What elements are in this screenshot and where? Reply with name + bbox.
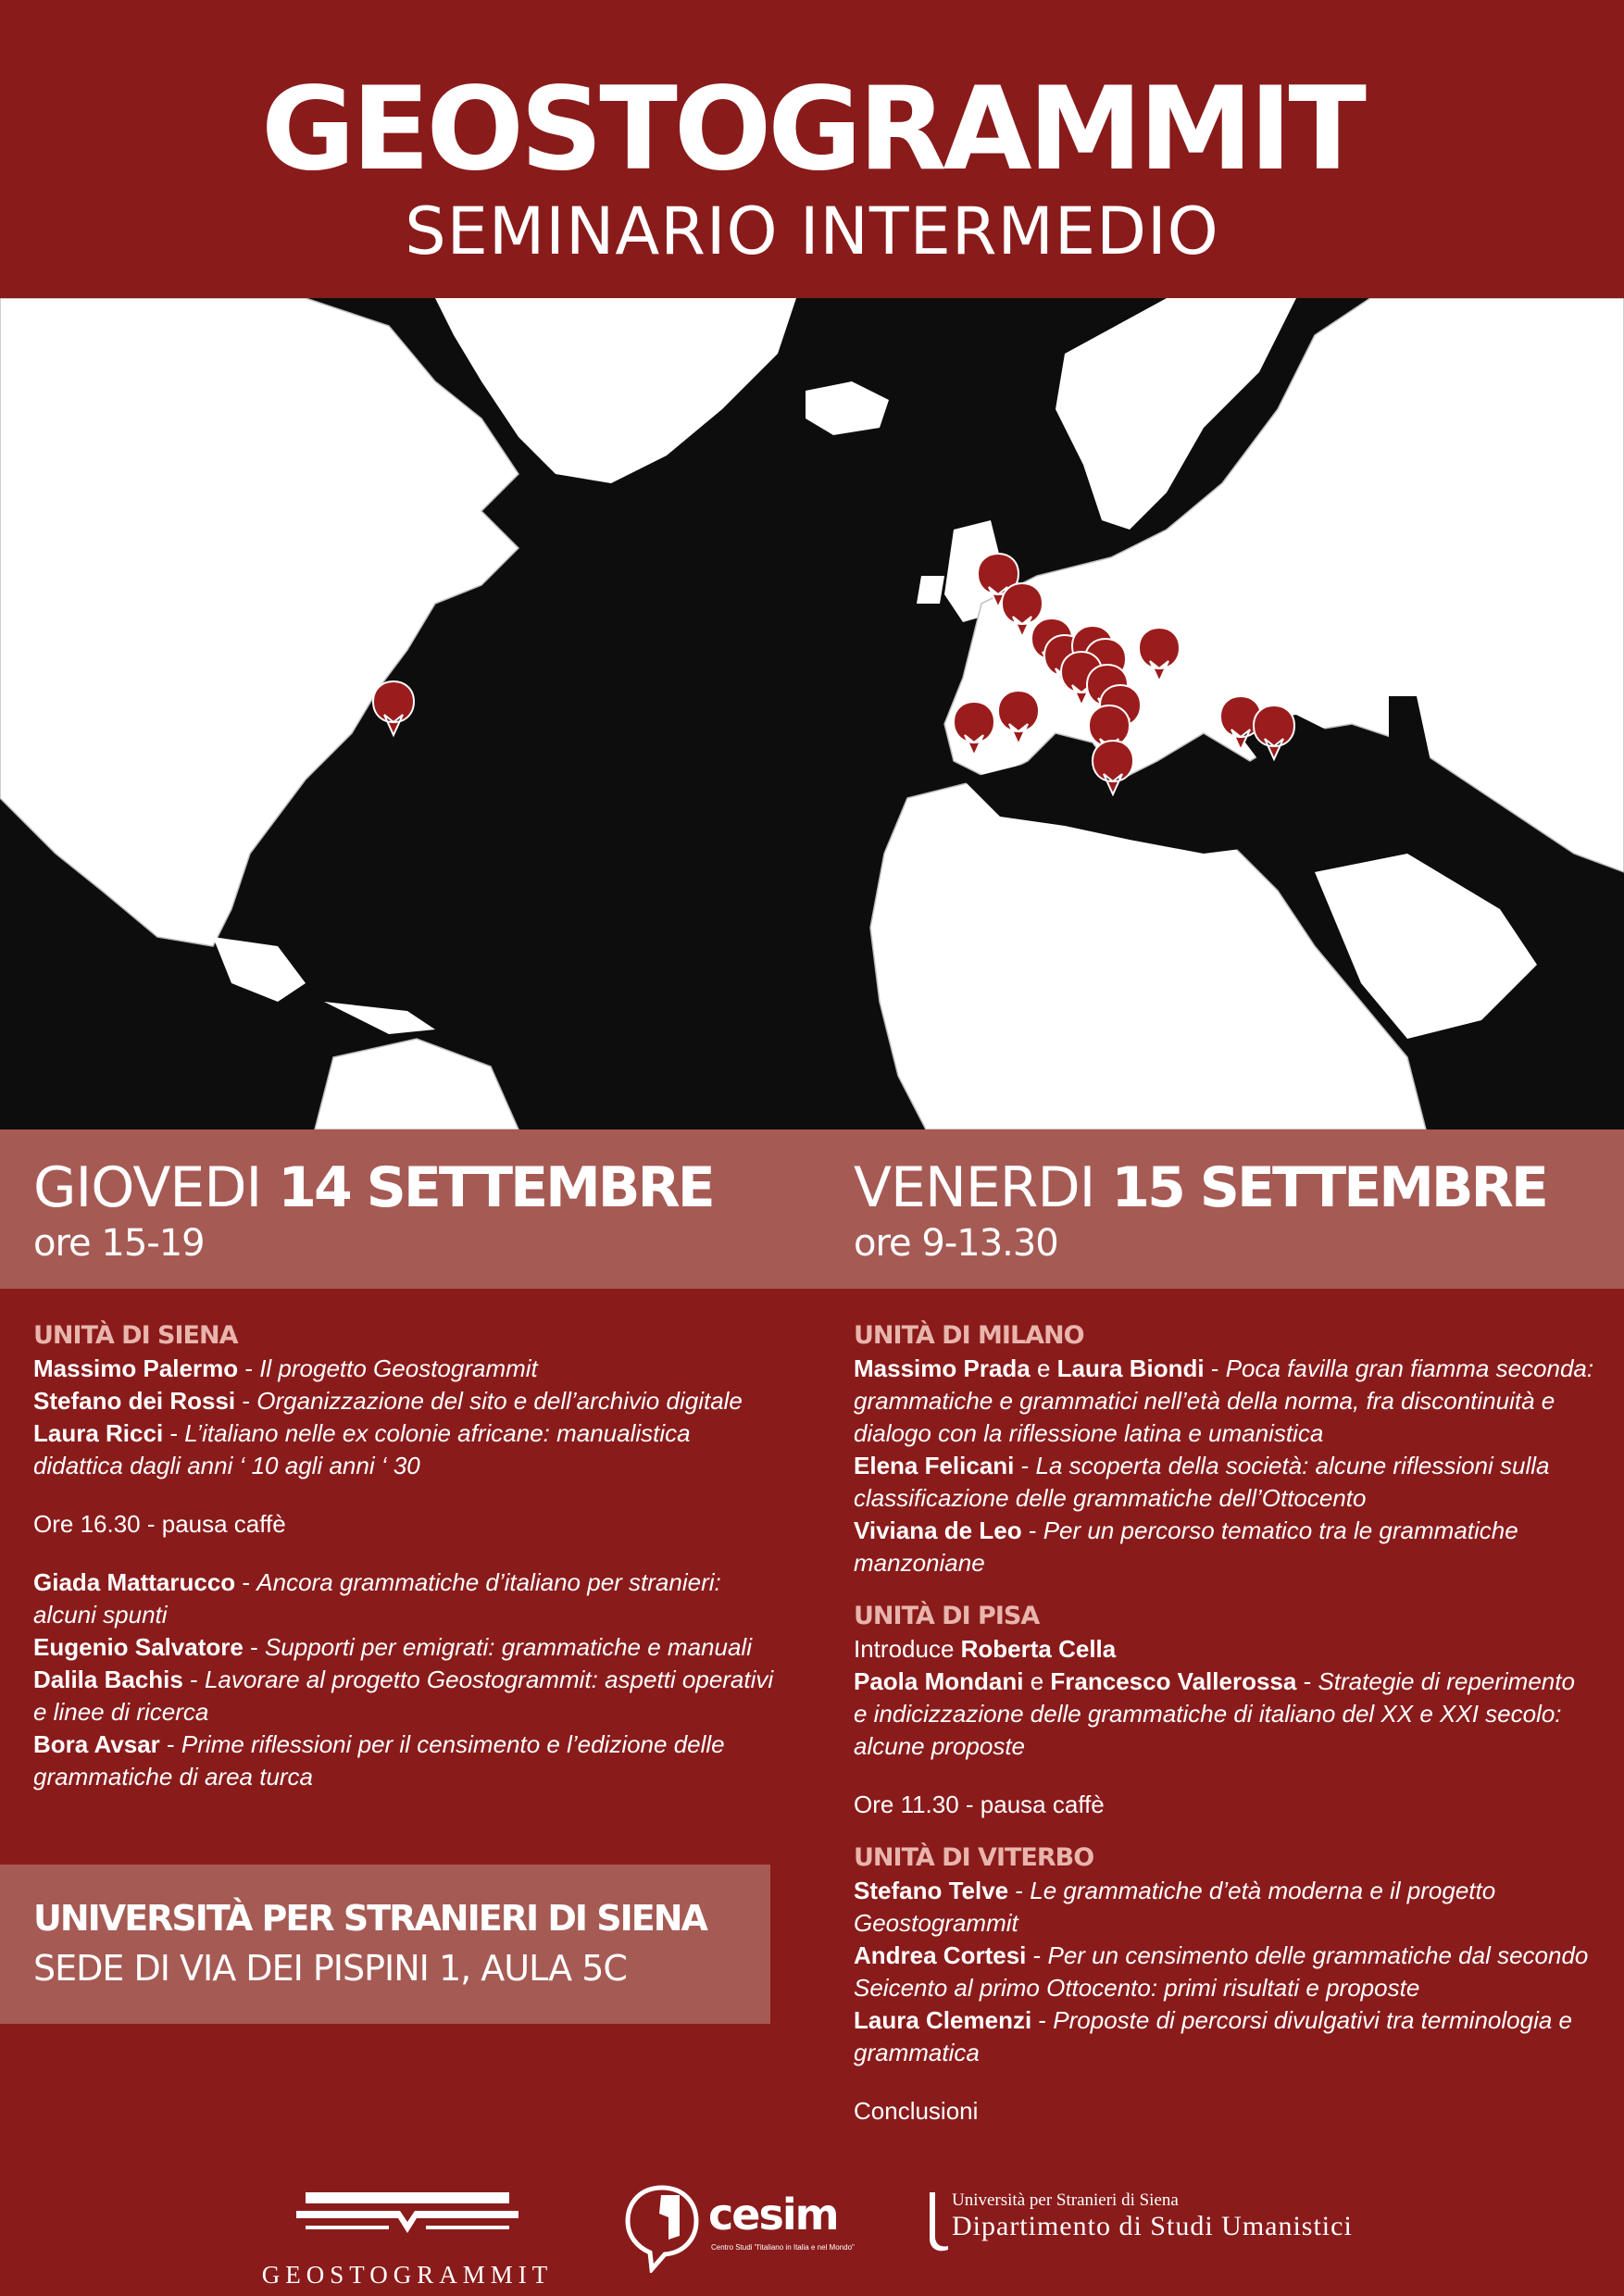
talk-item [854, 1875, 1594, 1940]
separator: - [1014, 1452, 1036, 1479]
unistrasi-logo-line2: Dipartimento di Studi Umanistici [952, 2211, 1353, 2241]
speaker-name: Andrea Cortesi [854, 1941, 1027, 1969]
talk-item [854, 1515, 1594, 1579]
conjunction: e [1023, 1667, 1051, 1695]
speaker-name: Viviana de Leo [854, 1516, 1022, 1544]
separator: - [235, 1387, 257, 1415]
open-book-icon [250, 2185, 565, 2250]
unit-heading-milano: UNITÀ DI MILANO [854, 1321, 1084, 1350]
day-2-date: 15 SETTEMBRE [1111, 1155, 1546, 1220]
unit-heading-siena: UNITÀ DI SIENA [33, 1321, 238, 1350]
talk-title: Supporti per emigrati: grammatiche e manuali [264, 1633, 752, 1661]
talk-title: Lavorare al progetto Geostogrammit: aspetti operativi e linee di ricerca [33, 1666, 774, 1726]
speaker-name: Eugenio Salvatore [33, 1633, 244, 1661]
landmass-north-america [0, 298, 518, 946]
speaker-name: Roberta Cella [960, 1635, 1117, 1663]
talk-item [33, 1417, 783, 1482]
day-1-heading [33, 1155, 713, 1267]
speaker-name: Massimo Palermo [33, 1354, 239, 1382]
talk-item [33, 1353, 783, 1385]
talk-item [854, 1353, 1594, 1450]
speaker-name: Laura Biondi [1056, 1354, 1205, 1382]
program-day-1 [33, 1319, 783, 1793]
landmass-caribbean [213, 937, 435, 1034]
geostogrammit-logo [250, 2185, 565, 2287]
intro-item [854, 1633, 1594, 1666]
speaker-name: Giada Mattarucco [33, 1568, 236, 1596]
separator: - [235, 1568, 257, 1596]
talk-title: L’italiano nelle ex colonie africane: manualistica didattica dagli anni ‘ 10 agli anni ‘ 30 [33, 1419, 691, 1479]
talk-title: Organizzazione del sito e dell’archivio digitale [256, 1387, 743, 1415]
talk-item [33, 1631, 783, 1664]
unit-heading-viterbo: UNITÀ DI VITERBO [854, 1843, 1094, 1872]
landmass-south-america [315, 1039, 518, 1129]
speaker-name: Dalila Bachis [33, 1666, 183, 1693]
talk-item [33, 1566, 783, 1631]
talk-title: Per un censimento delle grammatiche dal secondo Seicento al primo Ottocento: primi risultati e proposte [854, 1941, 1589, 2002]
talk-title: Il progetto Geostogrammit [259, 1354, 538, 1382]
separator: - [238, 1354, 260, 1382]
break-item: Ore 11.30 - pausa caffè [854, 1791, 1105, 1818]
talk-title: Per un percorso tematico tra le grammatiche manzoniane [854, 1516, 1518, 1577]
talk-item [33, 1664, 783, 1728]
university-mark-icon [924, 2189, 948, 2253]
separator: - [182, 1666, 205, 1693]
talk-title: Ancora grammatiche d’italiano per stranieri: alcuni spunti [33, 1568, 721, 1628]
speaker-name: Paola Mondani [854, 1667, 1024, 1695]
pin-icon[interactable] [373, 681, 414, 735]
day-1-weekday: GIOVEDI [33, 1155, 262, 1220]
separator: - [163, 1419, 185, 1447]
day-2-heading [854, 1155, 1546, 1267]
talk-item [33, 1728, 783, 1793]
speaker-name: Stefano Telve [854, 1877, 1009, 1904]
speaker-name: Stefano dei Rossi [33, 1387, 236, 1415]
speaker-name: Francesco Vallerossa [1050, 1667, 1297, 1695]
cesim-logo [620, 2180, 861, 2282]
logos-footer [0, 2166, 1624, 2296]
separator: - [1296, 1667, 1318, 1695]
separator: - [1026, 1941, 1048, 1969]
landmass-iceland [806, 381, 889, 435]
day-1-date: 14 SETTEMBRE [278, 1155, 713, 1220]
speaker-name: Massimo Prada [854, 1354, 1031, 1382]
talk-item [854, 1450, 1594, 1515]
speaker-name: Laura Clemenzi [854, 2006, 1032, 2034]
talk-item [854, 1666, 1594, 1763]
world-map [0, 298, 1624, 1129]
speaker-name: Bora Avsar [33, 1730, 160, 1758]
cesim-logo-text: cesim [708, 2190, 838, 2240]
unistrasi-logo-line1: Università per Stranieri di Siena [952, 2190, 1179, 2210]
day-1-time: ore 15-19 [33, 1222, 205, 1265]
separator: - [159, 1730, 181, 1758]
speaker-name: Elena Felicani [854, 1452, 1015, 1479]
conjunction: e [1030, 1354, 1057, 1382]
cesim-logo-subtext: Centro Studi "l'italiano in Italia e nel Mondo" [711, 2243, 855, 2252]
talk-title: Prime riflessioni per il censimento e l’edizione delle grammatiche di area turca [33, 1730, 725, 1791]
speech-bubble-icon [620, 2180, 704, 2273]
header [0, 0, 1624, 298]
break-item: Ore 16.30 - pausa caffè [33, 1510, 286, 1538]
unistrasi-logo [924, 2189, 1405, 2263]
program-day-2 [854, 1319, 1594, 2128]
talk-title: Proposte di percorsi divulgativi tra terminologia e grammatica [854, 2006, 1572, 2066]
venue-name: UNIVERSITÀ PER STRANIERI DI SIENA [33, 1898, 706, 1939]
conclusion-item: Conclusioni [854, 2097, 979, 2125]
venue-address: SEDE DI VIA DEI PISPINI 1, AULA 5C [33, 1948, 627, 1989]
map-graphic [0, 298, 1624, 1129]
day-2-weekday: VENERDI [854, 1155, 1095, 1220]
separator: - [1204, 1354, 1226, 1382]
talk-item [854, 1940, 1594, 2004]
separator: - [1031, 2006, 1054, 2034]
talk-item [854, 2004, 1594, 2069]
unit-heading-pisa: UNITÀ DI PISA [854, 1602, 1040, 1630]
day-2-time: ore 9-13.30 [854, 1222, 1058, 1265]
separator: - [243, 1633, 265, 1661]
intro-label: Introduce [854, 1635, 961, 1663]
page-title: GEOSTOGRAMMIT [261, 63, 1363, 196]
page-subtitle: SEMINARIO INTERMEDIO [405, 193, 1219, 269]
geostogrammit-logo-text: GEOSTOGRAMMIT [261, 2261, 554, 2289]
talk-title: Poca favilla gran fiamma seconda: grammatiche e grammatici nell’età della norma, fra discontinuità e dialogo con la riflessione latina e umanistica [854, 1354, 1594, 1447]
talk-item [33, 1385, 783, 1417]
separator: - [1008, 1877, 1031, 1904]
talk-title: La scoperta della società: alcune riflessioni sulla classificazione delle grammatiche dell’Ottocento [854, 1452, 1550, 1512]
talk-title: Strategie di reperimento e indicizzazione delle grammatiche di italiano del XX e XXI secolo: alcune proposte [854, 1667, 1575, 1760]
speaker-name: Laura Ricci [33, 1419, 164, 1447]
talk-title: Le grammatiche d’età moderna e il progetto Geostogrammit [854, 1877, 1496, 1937]
venue-box [0, 1865, 770, 2024]
separator: - [1021, 1516, 1043, 1544]
